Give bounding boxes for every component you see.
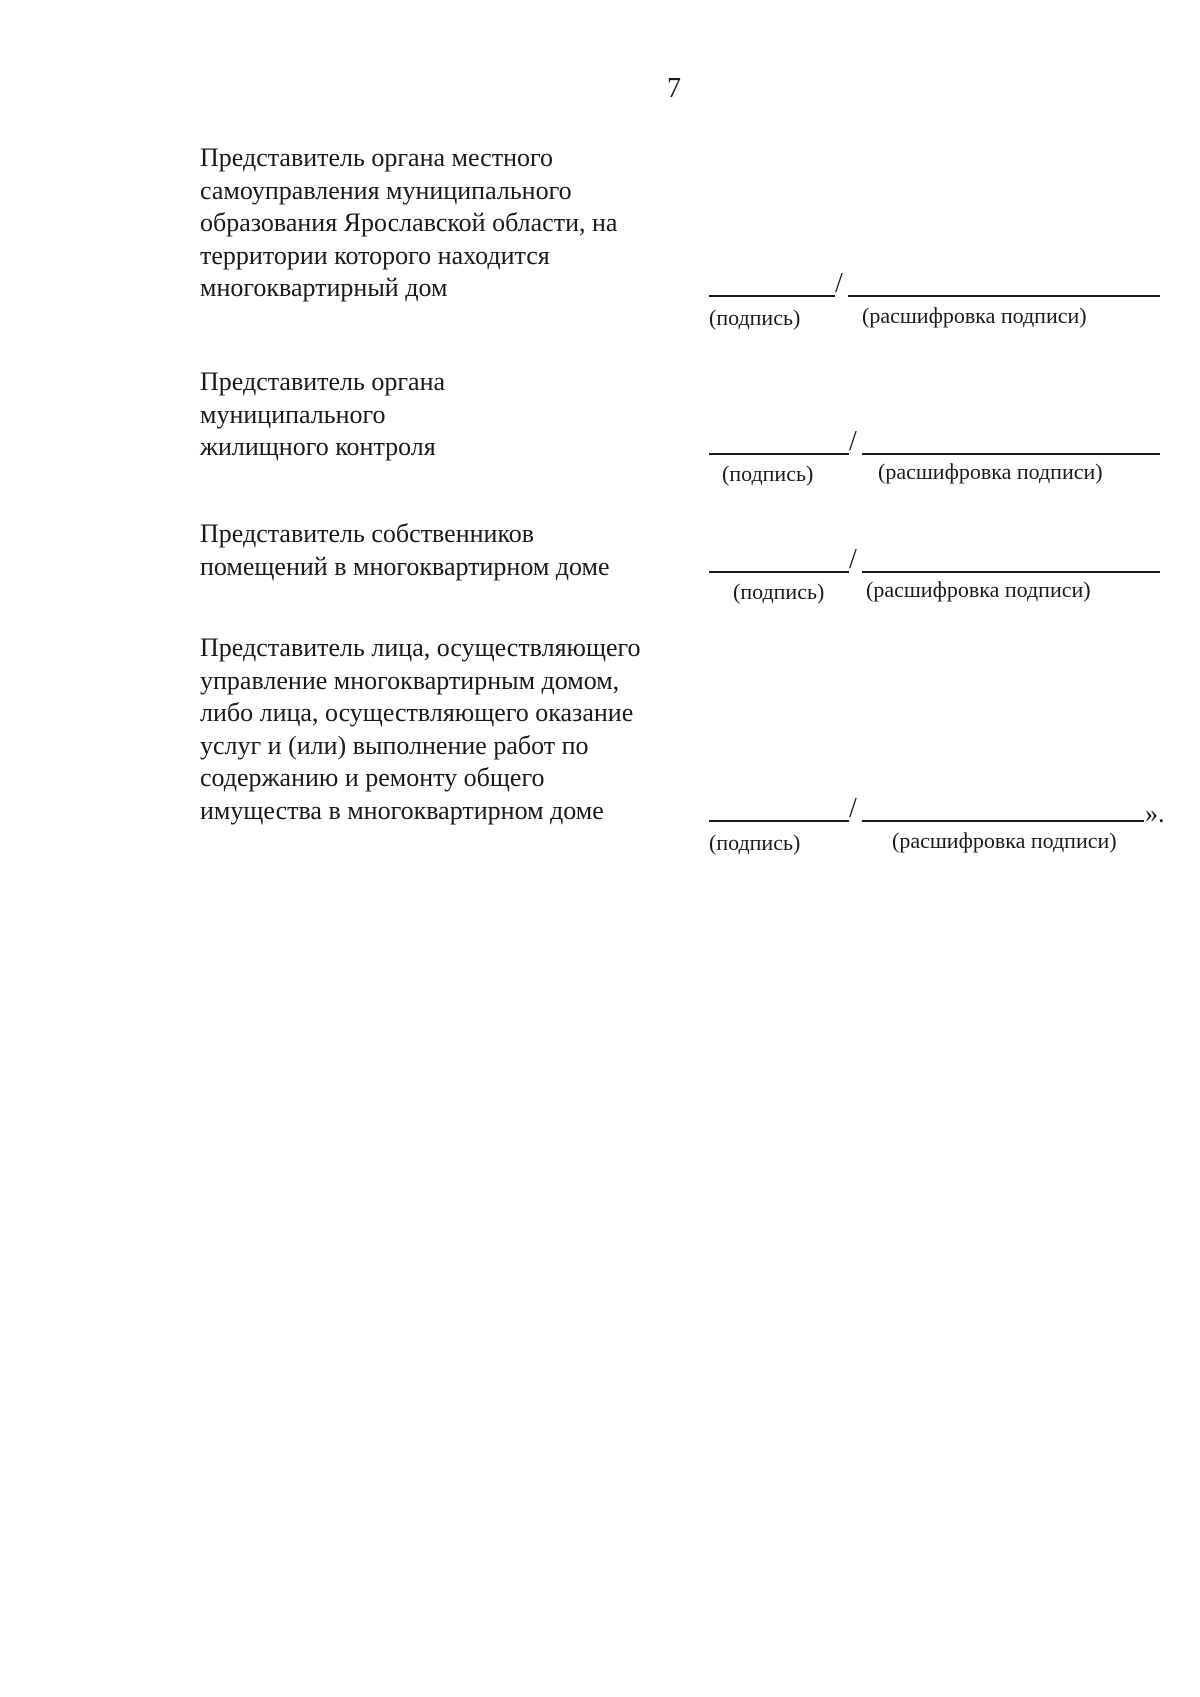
text-line: многоквартирный дом <box>200 273 448 302</box>
text-line: муниципального <box>200 399 386 429</box>
text-line: Представитель лица, осуществляющего <box>200 633 641 662</box>
page-number: 7 <box>667 73 681 104</box>
decoding-line[interactable] <box>862 571 1160 573</box>
signature-caption: (подпись) <box>733 579 825 604</box>
decoding-caption: (расшифровка подписи) <box>862 303 1087 328</box>
text-line: услуг и (или) выполнение работ по <box>200 730 589 760</box>
representative-title <box>200 366 700 464</box>
signature-line[interactable] <box>709 820 849 822</box>
text-line: жилищного контроля <box>200 432 436 461</box>
signature-caption: (подпись) <box>722 461 814 486</box>
text-line: Представитель органа местного <box>200 143 554 172</box>
representative-title <box>200 142 700 305</box>
closing-quote-mark: ». <box>1145 799 1165 828</box>
decoding-line[interactable] <box>848 295 1160 297</box>
signature-line[interactable] <box>709 571 849 573</box>
decoding-line[interactable] <box>862 820 1144 822</box>
representative-title <box>200 632 700 827</box>
signature-caption: (подпись) <box>709 305 801 330</box>
text-line: либо лица, осуществляющего оказание <box>200 698 634 727</box>
text-line: территории которого находится <box>200 240 550 270</box>
decoding-line[interactable] <box>862 453 1160 455</box>
signature-line[interactable] <box>709 295 835 297</box>
text-line: Представитель органа <box>200 367 446 396</box>
text-line: самоуправления муниципального <box>200 175 572 205</box>
separator-slash: / <box>849 793 857 824</box>
text-line: помещений в многоквартирном доме <box>200 551 610 581</box>
decoding-caption: (расшифровка подписи) <box>866 577 1091 602</box>
text-line: Представитель собственников <box>200 519 535 548</box>
text-line: имущества в многоквартирном доме <box>200 795 604 825</box>
separator-slash: / <box>849 544 857 575</box>
separator-slash: / <box>849 426 857 457</box>
signature-caption: (подпись) <box>709 830 801 855</box>
text-line: управление многоквартирным домом, <box>200 665 620 695</box>
decoding-caption: (расшифровка подписи) <box>892 828 1117 853</box>
decoding-caption: (расшифровка подписи) <box>878 459 1103 484</box>
separator-slash: / <box>835 268 843 299</box>
text-line: содержанию и ремонту общего <box>200 763 545 792</box>
signature-line[interactable] <box>709 453 849 455</box>
text-line: образования Ярославской области, на <box>200 208 618 237</box>
representative-title <box>200 518 700 583</box>
